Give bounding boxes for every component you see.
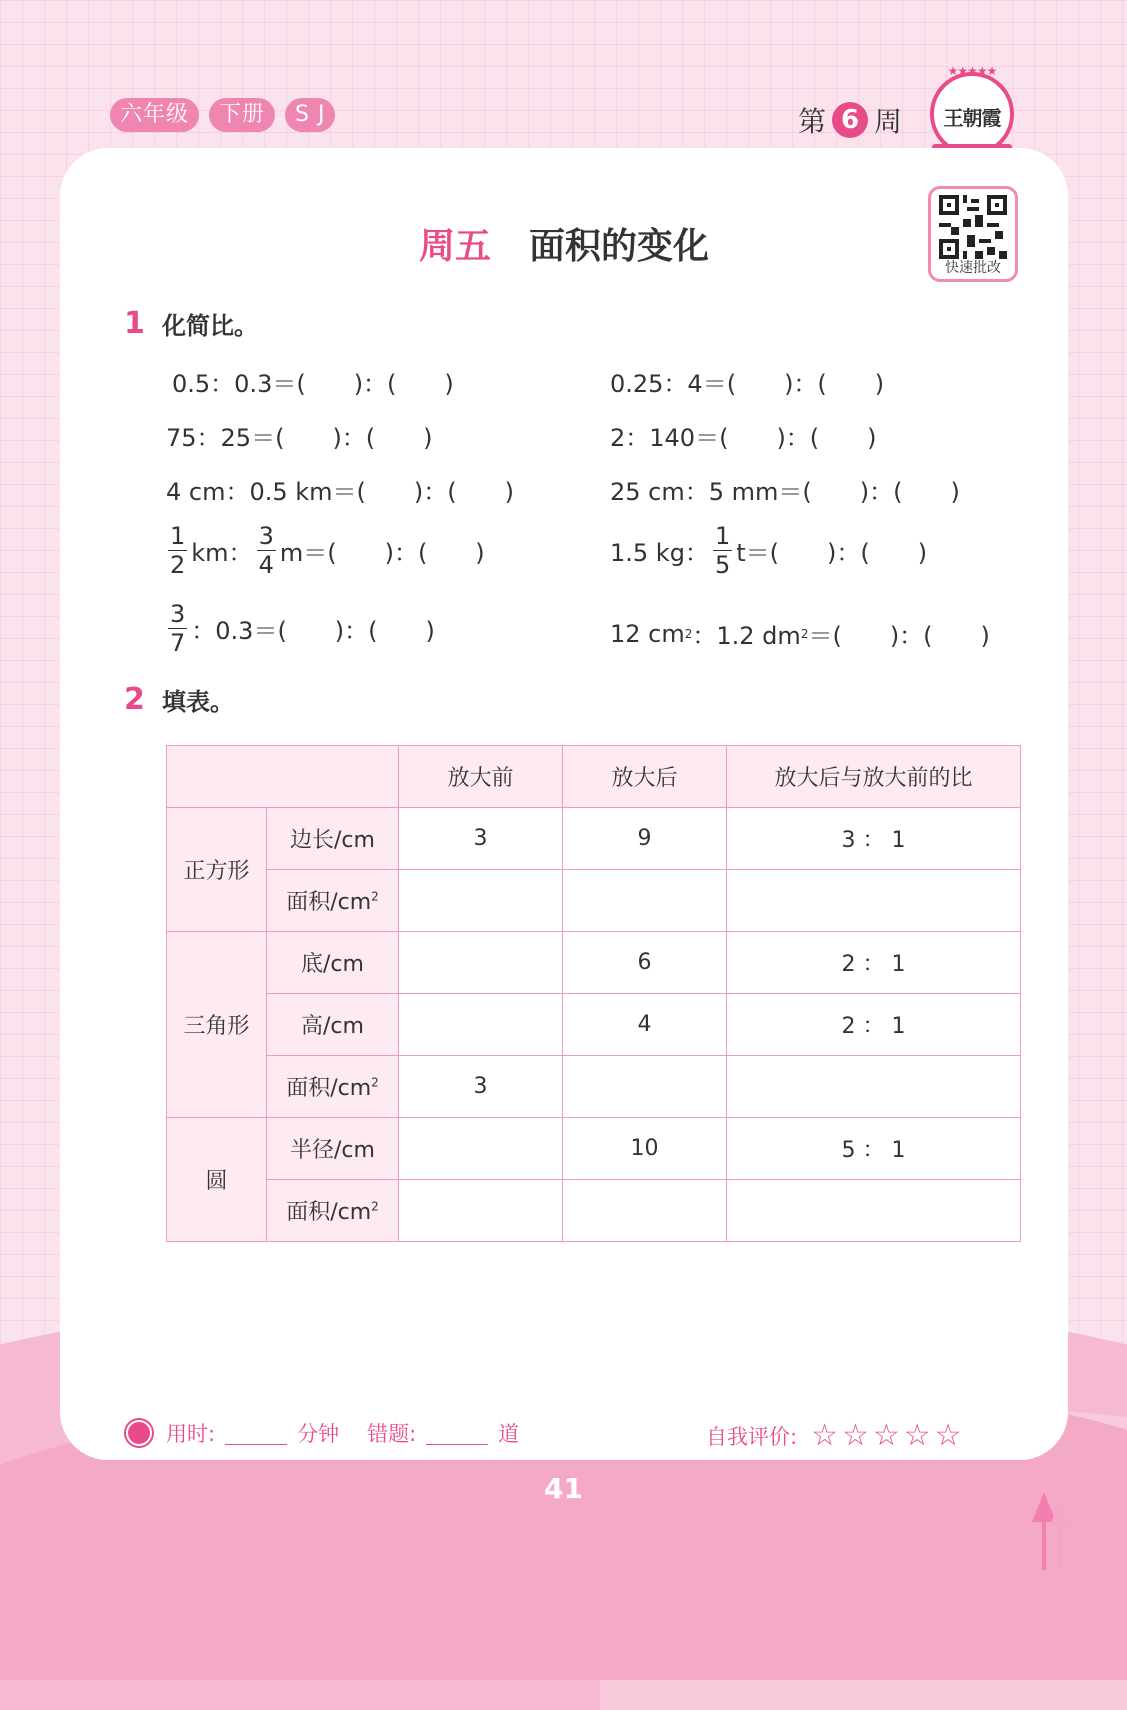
rating-stars-icon[interactable]: ☆☆☆☆☆ <box>811 1418 966 1453</box>
ratio-item-7 <box>164 524 485 577</box>
worksheet-card <box>60 148 1068 1460</box>
group-circle: 圆 <box>167 1118 267 1242</box>
table-row <box>167 932 1021 994</box>
label-text: 半径/cm <box>290 1138 375 1163</box>
cell-ratio[interactable] <box>727 1056 1021 1118</box>
label-text: 面积/cm <box>286 1076 372 1101</box>
label-text: 面积/cm <box>286 1200 372 1225</box>
pre-text: 1.5 kg： <box>610 539 709 567</box>
unit-text: km： <box>191 539 253 567</box>
row-label <box>267 870 399 932</box>
page-number: 41 <box>544 1472 583 1505</box>
table-row <box>167 994 1021 1056</box>
grade-tag: 六年级 <box>110 98 199 132</box>
week-number: 6 <box>832 102 868 138</box>
table-header-row <box>167 746 1021 808</box>
ratio-item-2: 0.25：4＝( )：( ) <box>610 370 885 398</box>
row-label <box>267 1180 399 1242</box>
row-label <box>267 1118 399 1180</box>
logo-stars-icon: ★★★★★ <box>947 64 997 78</box>
cell-after[interactable]: 4 <box>563 994 727 1056</box>
error-unit: 道 <box>498 1422 520 1446</box>
cell-after[interactable] <box>563 870 727 932</box>
clock-icon <box>126 1420 152 1446</box>
cell-before[interactable]: 3 <box>399 1056 563 1118</box>
qr-label: 快速批改 <box>945 260 1001 276</box>
table-row <box>167 1118 1021 1180</box>
ratio-item-9 <box>164 602 435 655</box>
superscript: 2 <box>371 1075 379 1090</box>
table-row <box>167 1056 1021 1118</box>
ratio-item-8 <box>610 524 927 577</box>
row-label <box>267 1056 399 1118</box>
volume-tag: 下册 <box>209 98 275 132</box>
cell-ratio[interactable] <box>727 870 1021 932</box>
cell-before[interactable] <box>399 994 563 1056</box>
time-unit: 分钟 <box>297 1422 340 1446</box>
qr-code-box[interactable] <box>928 186 1018 282</box>
question-number: 1 <box>124 306 145 341</box>
label-text: 面积/cm <box>286 890 372 915</box>
table-row <box>167 1180 1021 1242</box>
cell-before[interactable] <box>399 870 563 932</box>
eval-label: 自我评价: <box>706 1424 798 1449</box>
cell-before[interactable] <box>399 1180 563 1242</box>
tail-text: t＝( )：( ) <box>736 539 928 567</box>
table-row <box>167 808 1021 870</box>
error-label: 错题: <box>367 1422 417 1446</box>
superscript: 2 <box>684 626 693 641</box>
logo-text: 王朝霞 <box>943 106 1001 130</box>
ratio-item-1: 0.5：0.3＝( )：( ) <box>172 370 454 398</box>
self-evaluation <box>706 1418 966 1453</box>
cell-ratio[interactable]: 2 ： 1 <box>727 932 1021 994</box>
ratio-item-5: 4 cm：0.5 km＝( )：( ) <box>166 478 514 506</box>
cell-before[interactable] <box>399 932 563 994</box>
time-blank[interactable] <box>225 1422 287 1445</box>
header-ratio: 放大后与放大前的比 <box>727 746 1021 808</box>
question-2-heading <box>124 682 234 717</box>
ratio-item-6: 25 cm：5 mm＝( )：( ) <box>610 478 960 506</box>
value-text: ：1.2 dm <box>692 622 801 650</box>
cell-ratio[interactable] <box>727 1180 1021 1242</box>
cell-before[interactable]: 3 <box>399 808 563 870</box>
data-table <box>166 745 1021 1242</box>
superscript: 2 <box>371 889 379 904</box>
denominator: 4 <box>258 551 274 579</box>
label-text: 底/cm <box>301 952 364 977</box>
grade-tags <box>110 98 335 132</box>
superscript: 2 <box>371 1199 379 1214</box>
row-label <box>267 932 399 994</box>
qr-code-icon <box>939 195 1007 259</box>
numerator: 3 <box>258 522 274 550</box>
cell-after[interactable]: 9 <box>563 808 727 870</box>
fraction <box>713 524 732 577</box>
fraction <box>168 524 187 577</box>
table-row <box>167 870 1021 932</box>
cell-after[interactable]: 10 <box>563 1118 727 1180</box>
numerator: 1 <box>170 522 186 550</box>
tail-text: m＝( )：( ) <box>279 539 485 567</box>
title-day: 周五 <box>418 226 491 267</box>
edition-tag: S J <box>285 98 335 132</box>
group-square: 正方形 <box>167 808 267 932</box>
tail-text: ＝( )：( ) <box>808 622 990 650</box>
brand-logo <box>930 64 1014 156</box>
value-text: 12 cm <box>610 619 685 648</box>
error-blank[interactable] <box>426 1422 488 1445</box>
superscript: 2 <box>800 626 809 641</box>
time-label: 用时: <box>166 1422 216 1446</box>
week-prefix: 第 <box>798 105 827 138</box>
cell-after[interactable] <box>563 1056 727 1118</box>
week-suffix: 周 <box>874 105 903 138</box>
cell-before[interactable] <box>399 1118 563 1180</box>
week-indicator <box>798 100 902 140</box>
title-name: 面积的变化 <box>529 226 710 267</box>
header-corner <box>167 746 399 808</box>
question-number: 2 <box>124 682 145 717</box>
arrow-decoration-icon <box>1030 1492 1074 1570</box>
cell-after[interactable]: 6 <box>563 932 727 994</box>
question-1-heading <box>124 306 258 341</box>
header-after: 放大后 <box>563 746 727 808</box>
row-label <box>267 808 399 870</box>
cell-ratio[interactable]: 3 ： 1 <box>727 808 1021 870</box>
group-triangle: 三角形 <box>167 932 267 1118</box>
ratio-item-10 <box>610 616 990 651</box>
denominator: 5 <box>714 551 731 579</box>
numerator: 3 <box>170 600 186 628</box>
row-label <box>267 994 399 1056</box>
cell-ratio[interactable]: 2 ： 1 <box>727 994 1021 1056</box>
ratio-item-4: 2：140＝( )：( ) <box>610 424 877 452</box>
tail-text: ：0.3＝( )：( ) <box>191 617 435 645</box>
denominator: 2 <box>170 551 186 579</box>
cell-ratio[interactable]: 5 ： 1 <box>727 1118 1021 1180</box>
numerator: 1 <box>714 522 731 550</box>
cell-after[interactable] <box>563 1180 727 1242</box>
denominator: 7 <box>170 629 186 657</box>
header-before: 放大前 <box>399 746 563 808</box>
fraction <box>257 524 276 577</box>
label-text: 边长/cm <box>290 828 375 853</box>
page-title <box>60 218 1068 269</box>
time-tracker <box>126 1418 519 1448</box>
question-text: 化简比。 <box>162 312 258 340</box>
question-text: 填表。 <box>162 688 234 716</box>
label-text: 高/cm <box>301 1014 364 1039</box>
ratio-item-3: 75：25＝( )：( ) <box>166 424 433 452</box>
fraction <box>168 602 187 655</box>
